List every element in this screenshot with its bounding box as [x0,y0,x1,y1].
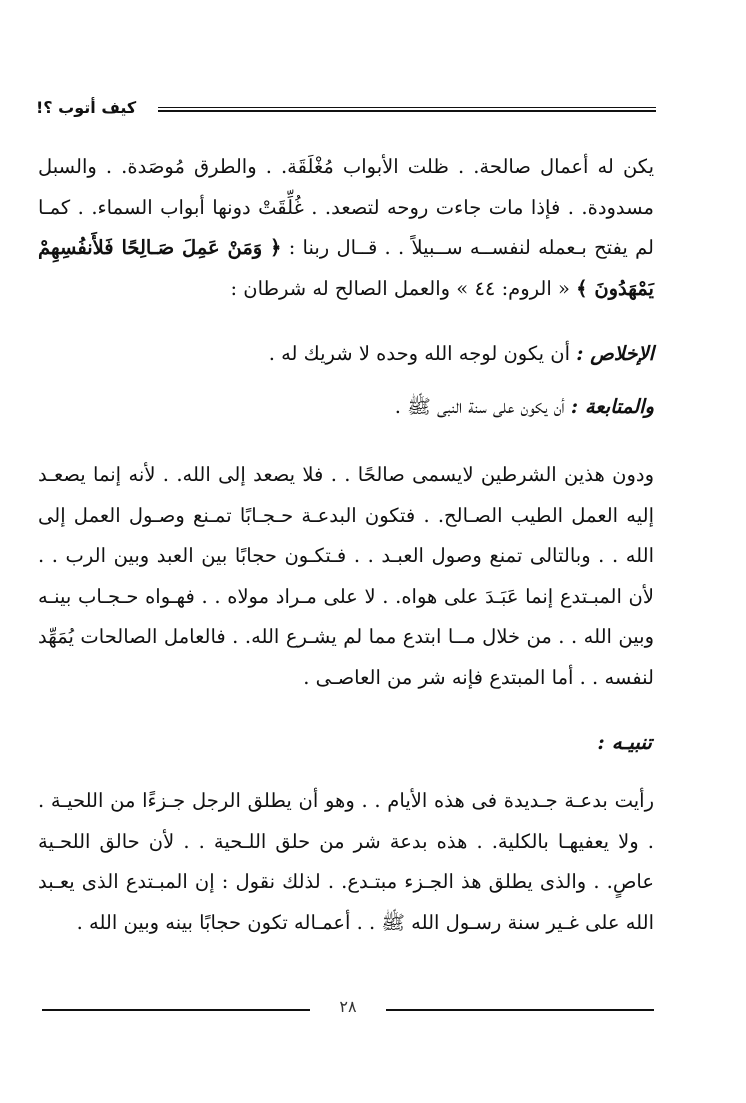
note-paragraph: رأيت بدعـة جـديدة فى هذه الأيام . . وهو أن يطلق الرجل جـزءًا من اللحيـة . . ولا يعفيهـا بالكلية. . هذه بدعة شر من حلق اللـحية . . لأن حالق اللحـية عاصٍ. . والذى يطلق هذ الجـزء مبتـدع. . لذلك نقول : إن المبـتدع الذى يعـبد الله على غـير سنة رسـول الله ﷺ . . أعمـاله تكون حجابًا بينه وبين الله . [38,789,654,934]
header-title: كيف أتوب ؟! [36,98,137,117]
running-header [30,98,656,128]
page-number: ٢٨ [339,997,357,1016]
page-footer [0,997,746,1023]
quran-verse: ﴿ وَمَنْ عَمِلَ صَـالِحًا فَلأَنفُسِهِمْ يَمْهَدُونَ ﴾ [38,236,654,300]
paragraph-intro [38,147,654,309]
condition-term: الإخلاص : [576,342,654,365]
condition-text: أن يكون لوجه الله وحده لا شريك له . [268,342,570,365]
condition-term: والمتابعة : [570,395,654,418]
paragraph-bidah: ودون هذين الشرطين لايسمى صالحًا . . فلا يصعد إلى الله. . لأنه إنما يصعـد إليه العمل الطيب الصـالح. . فتكون البدعـة حـجـابًا تمـنع وصـول العمل إلى الله . . وبالتالى تمنع وصول العبـد . . فـتكـون حجابًا بين العبد وبين الرب . . لأن المبـتدع إنما عَبَـدَ على هواه. . لا على مـراد مولاه . . فهـواه حـجـاب بينـه وبين الله . . من خلال مــا ابتدع مما لم يشـرع الله. . فالعامل الصالحات يُمَهِّد لنفسه . . أما المبتدع فإنه شر من العاصـى . [38,463,654,689]
condition-text: أن يكون على سنة النبى ﷺ . [394,395,565,418]
paragraph-intro-text: يكن له أعمال صالحة. . ظلت الأبواب مُغْلَقَة. . والطرق مُوصَدة. . والسبل مسدودة. . فإذا مات جاءت روحه لتصعد. . غُلِّقَتْ دونها أبواب السماء. . كمـا لم يفتح بـعمله لنفســه ســبيلاً . . قــال ربنا : [38,155,654,259]
condition-mutabaa [38,387,654,427]
paragraph-intro-end: والعمل الصالح له شرطان : [230,276,451,300]
quran-reference: « الروم: ٤٤ » [456,276,570,300]
note-heading: تنبيـه : [597,730,652,754]
footer-rule-left [42,1009,310,1011]
condition-ikhlas [38,334,654,374]
footer-rule-right [386,1009,654,1011]
header-rule [158,107,656,115]
